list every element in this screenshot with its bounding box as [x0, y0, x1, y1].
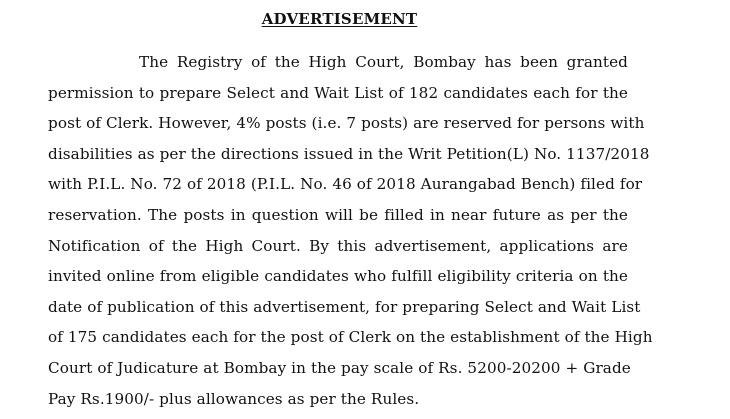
body-line: Notification of the High Court. By this advertisement, applications are [48, 236, 628, 255]
body-line: The Registry of the High Court, Bombay has been granted [139, 53, 628, 71]
body-line: Pay Rs.1900/- plus allowances as per the Rules. [48, 389, 420, 408]
body-line: with P.I.L. No. 72 of 2018 (P.I.L. No. 46 of 2018 Aurangabad Bench) filed for [48, 175, 643, 194]
advertisement-body [48, 50, 653, 417]
body-line: Court of Judicature at Bombay in the pay scale of Rs. 5200-20200 + Grade [48, 358, 631, 377]
body-line: post of Clerk. However, 4% posts (i.e. 7 posts) are reserved for persons with [48, 114, 645, 133]
advertisement-heading: ADVERTISEMENT [261, 10, 418, 28]
body-line: invited online from eligible candidates who fulfill eligibility criteria on the [48, 267, 628, 286]
body-line: permission to prepare Select and Wait List of 182 candidates each for the [48, 83, 628, 102]
body-line: date of publication of this advertisement, for preparing Select and Wait List [48, 297, 641, 316]
body-line: disabilities as per the directions issued in the Writ Petition(L) No. 1137/2018 [48, 144, 650, 163]
body-line: reservation. The posts in question will be filled in near future as per the [48, 205, 628, 224]
body-line: of 175 candidates each for the post of Clerk on the establishment of the High [48, 328, 653, 347]
